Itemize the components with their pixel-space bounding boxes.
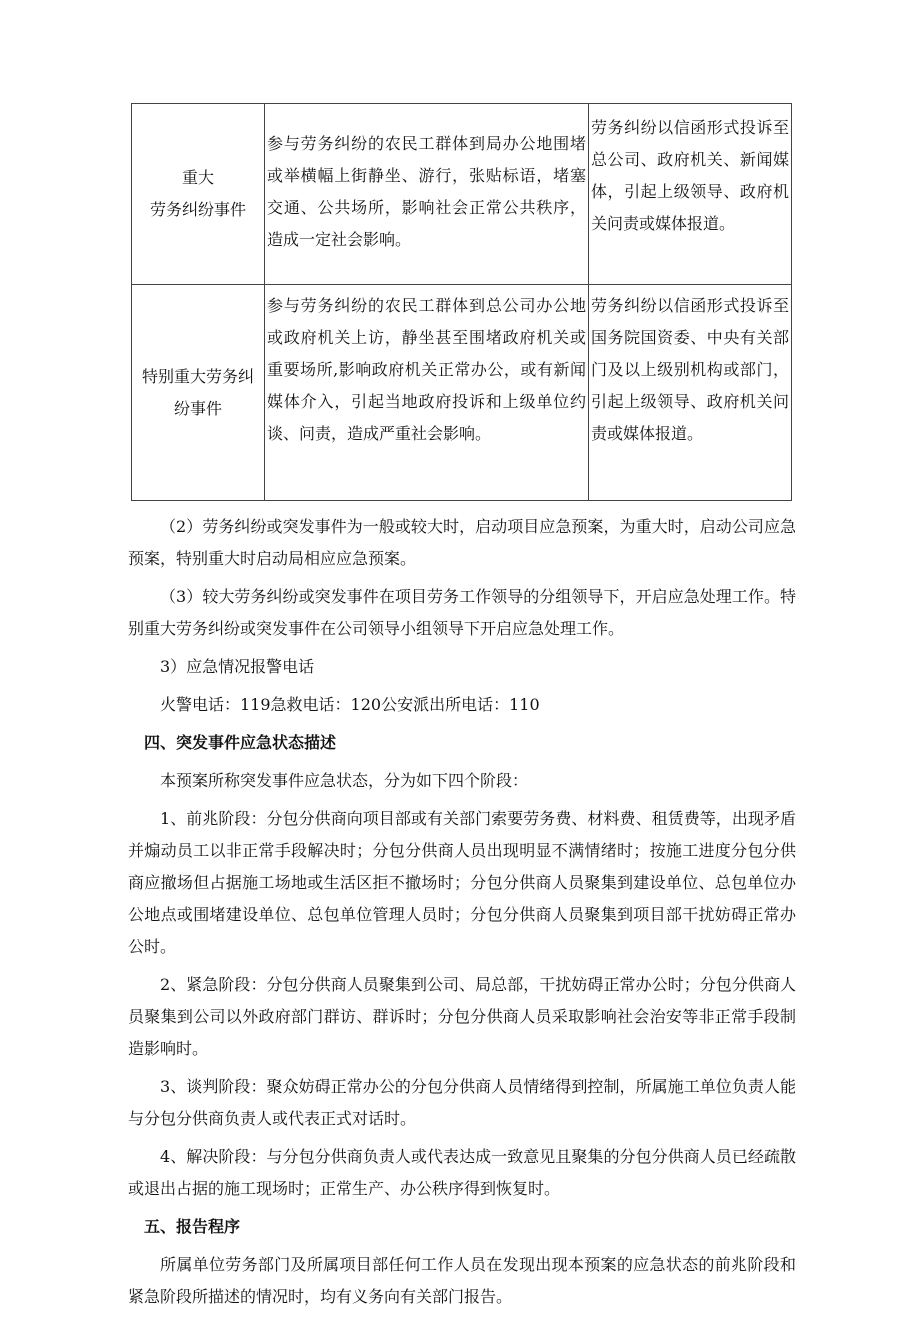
- paragraph: 本预案所称突发事件应急状态，分为如下四个阶段：: [160, 771, 529, 790]
- paragraph: 所属单位劳务部门及所属项目部任何工作人员在发现出现本预案的应急状态的前兆阶段和紧急阶段所描述的情况时，均有义务向有关部门报告。: [128, 1255, 796, 1306]
- complaint-text: 劳务纠纷以信函形式投诉至国务院国资委、中央有关部门及以上级别机构或部门，引起上级领导、政府机关问责或媒体报道。: [591, 296, 789, 443]
- table-row: [132, 285, 792, 501]
- section-heading: 五、报告程序: [144, 1217, 241, 1236]
- paragraph: 1、前兆阶段：分包分供商向项目部或有关部门索要劳务费、材料费、租赁费等，出现矛盾并煽动员工以非正常手段解决时；分包分供商人员出现明显不满情绪时；按施工进度分包分供商应撤场但占据施工场地或生活区拒不撤场时；分包分供商人员聚集到建设单位、总包单位办公地点或围堵建设单位、总包单位管理人员时；分包分供商人员聚集到项目部干扰妨碍正常办公时。: [128, 809, 796, 956]
- description-text: 参与劳务纠纷的农民工群体到局办公地围堵或举横幅上街静坐、游行，张贴标语，堵塞交通、公共场所，影响社会正常公共秩序，造成一定社会影响。: [267, 134, 586, 249]
- section-heading: 四、突发事件应急状态描述: [144, 733, 337, 752]
- level-line: 特别重大劳务纠: [141, 366, 254, 386]
- table-cell-level: [132, 104, 265, 285]
- paragraph: 3、谈判阶段：聚众妨碍正常办公的分包分供商人员情绪得到控制，所属施工单位负责人能与分包分供商负责人或代表正式对话时。: [128, 1077, 796, 1128]
- table-cell-complaint: [589, 104, 792, 285]
- table-row: [132, 104, 792, 285]
- level-line: 劳务纠纷事件: [149, 200, 246, 219]
- paragraph: （3）较大劳务纠纷或突发事件在项目劳务工作领导的分组领导下，开启应急处理工作。特别重大劳务纠纷或突发事件在公司领导小组领导下开启应急处理工作。: [128, 587, 796, 638]
- paragraph: 4、解决阶段：与分包分供商负责人或代表达成一致意见且聚集的分包分供商人员已经疏散或退出占据的施工现场时；正常生产、办公秩序得到恢复时。: [128, 1147, 796, 1198]
- paragraph: 3）应急情况报警电话: [160, 657, 315, 676]
- paragraph: 2、紧急阶段：分包分供商人员聚集到公司、局总部，干扰妨碍正常办公时；分包分供商人员聚集到公司以外政府部门群访、群诉时；分包分供商人员采取影响社会治安等非正常手段制造影响时。: [128, 975, 796, 1058]
- level-line: 纷事件: [173, 398, 222, 418]
- table-cell-description: [265, 104, 589, 285]
- paragraph: （2）劳务纠纷或突发事件为一般或较大时，启动项目应急预案，为重大时，启动公司应急预案，特别重大时启动局相应应急预案。: [128, 517, 796, 568]
- complaint-text: 劳务纠纷以信函形式投诉至总公司、政府机关、新闻媒体，引起上级领导、政府机关问责或媒体报道。: [591, 118, 789, 233]
- body-text: [128, 511, 796, 1319]
- incident-level-table: [131, 103, 792, 501]
- table-cell-level: [132, 285, 265, 501]
- phone-numbers: 火警电话：119急救电话：120公安派出所电话：110: [160, 695, 540, 714]
- table-cell-description: [265, 285, 589, 501]
- description-text: 参与劳务纠纷的农民工群体到总公司办公地或政府机关上访，静坐甚至围堵政府机关或重要场所,影响政府机关正常办公，或有新闻媒体介入，引起当地政府投诉和上级单位约谈、问责，造成严重社会影响。: [267, 296, 586, 443]
- level-line: 重大: [181, 168, 214, 187]
- table-cell-complaint: [589, 285, 792, 501]
